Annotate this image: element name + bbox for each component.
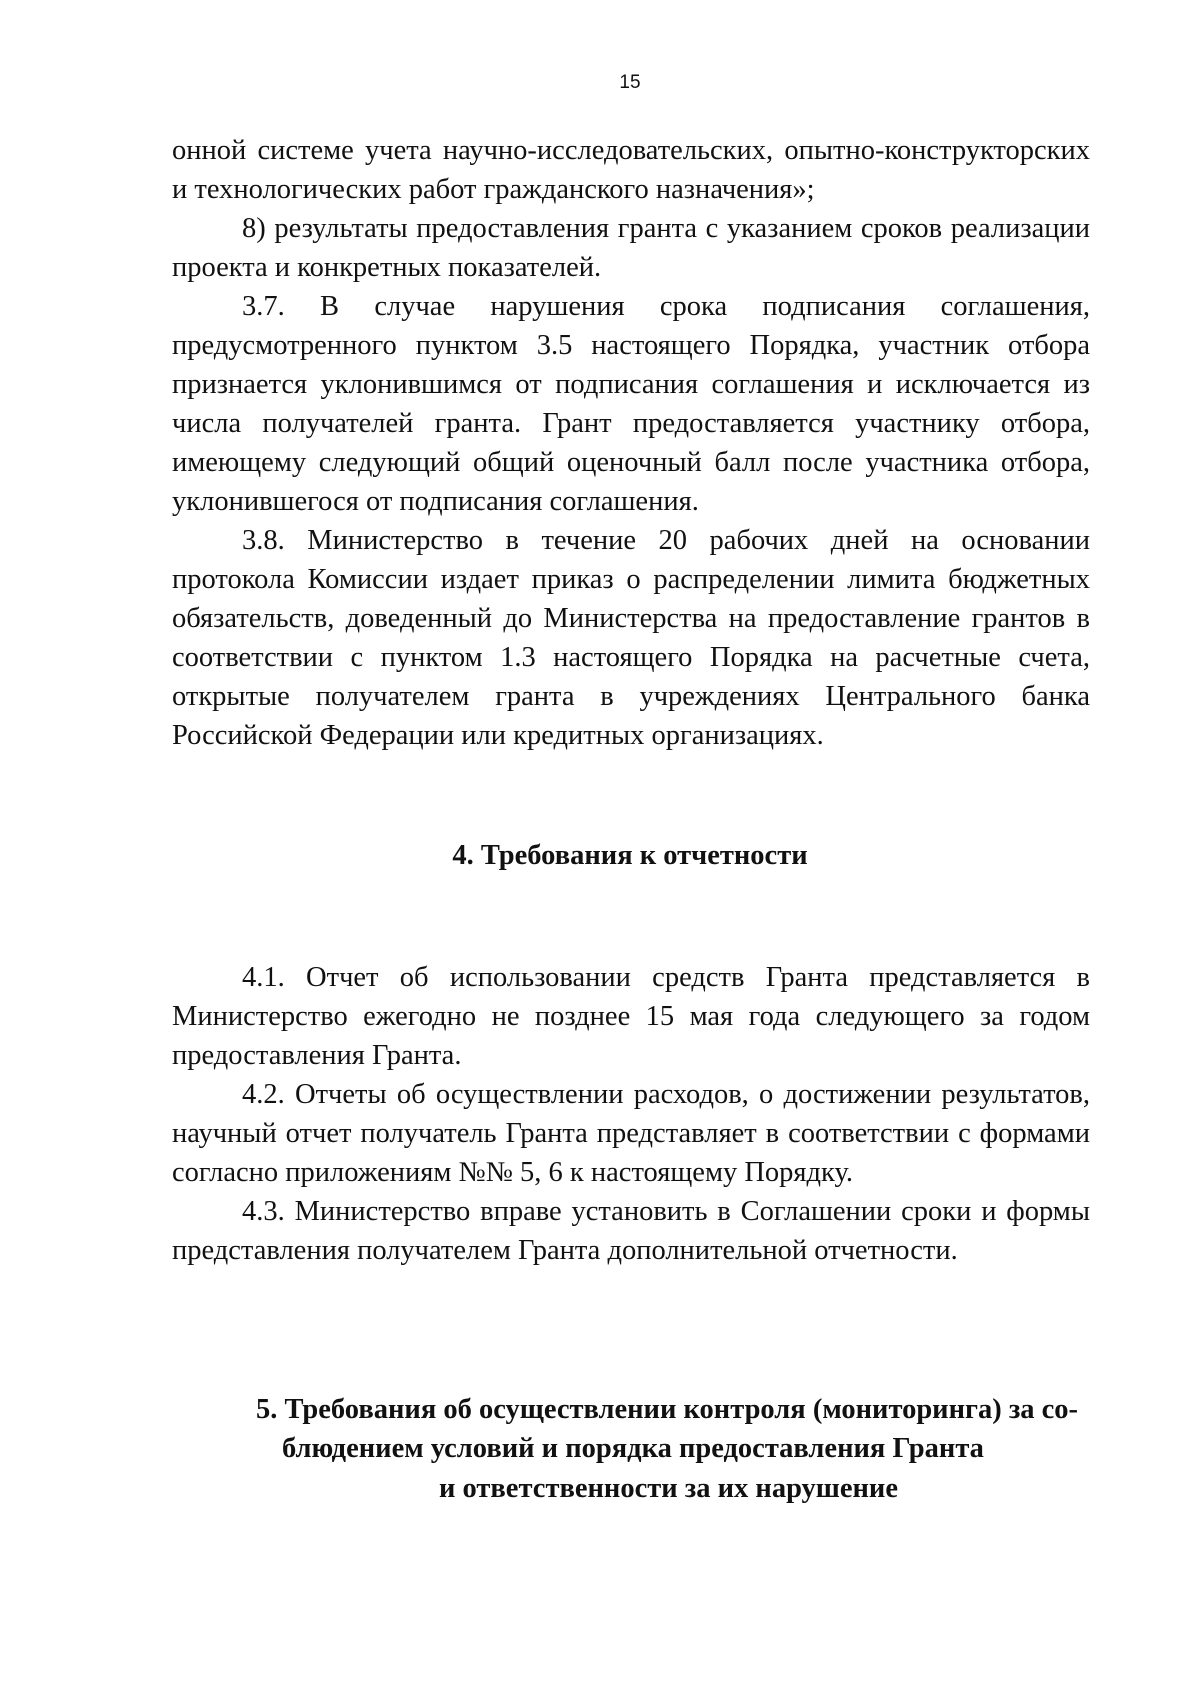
section-5-heading-line-3: и ответственности за их нарушение bbox=[439, 1473, 899, 1504]
paragraph-item-8: 8) результаты предоставления гранта с указанием сроков реализации проекта и конкретных показателей. bbox=[172, 213, 1090, 283]
paragraph-4-3: 4.3. Министерство вправе установить в Соглашении сроки и формы представления получателем Гранта дополнительной отчетности. bbox=[172, 1196, 1090, 1266]
section-4-heading: 4. Требования к отчетности bbox=[452, 840, 808, 871]
text-block-section4 bbox=[172, 958, 1090, 1270]
paragraph-3-8: 3.8. Министерство в течение 20 рабочих дней на основании протокола Комиссии издает приказ о распределении лимита бюджетных обязательств, доведенный до Министерства на предоставление грантов в соответствии с пунктом 1.3 настоящего Порядка на расчетные счета, открытые получателем гранта в учреждениях Центрального банка Российской Федерации или кредитных организациях. bbox=[172, 525, 1090, 751]
paragraph-3-7: 3.7. В случае нарушения срока подписания соглашения, предусмотренного пунктом 3.5 настоящего Порядка, участник отбора признается уклонившимся от подписания соглашения и исключается из числа получателей гранта. Грант предоставляется участнику отбора, имеющему следующий общий оценочный балл после участника отбора, уклонившегося от подписания соглашения. bbox=[172, 291, 1090, 517]
section-5-heading-line-2: блюдением условий и порядка предоставления Гранта bbox=[282, 1433, 984, 1464]
text-block-section3 bbox=[172, 131, 1090, 755]
page-number: 15 bbox=[619, 72, 641, 93]
section-5-heading-line-1: 5. Требования об осуществлении контроля (мониторинга) за со- bbox=[256, 1394, 1079, 1425]
paragraph-continued: онной системе учета научно-исследовательских, опытно-конструкторских и технологических работ гражданского назначения»; bbox=[172, 135, 1090, 205]
paragraph-4-1: 4.1. Отчет об использовании средств Гранта представляется в Министерство ежегодно не позднее 15 мая года следующего за годом предоставления Гранта. bbox=[172, 962, 1090, 1071]
paragraph-4-2: 4.2. Отчеты об осуществлении расходов, о достижении результатов, научный отчет получатель Гранта представляет в соответствии с формами согласно приложениям №№ 5, 6 к настоящему Порядку. bbox=[172, 1079, 1090, 1188]
